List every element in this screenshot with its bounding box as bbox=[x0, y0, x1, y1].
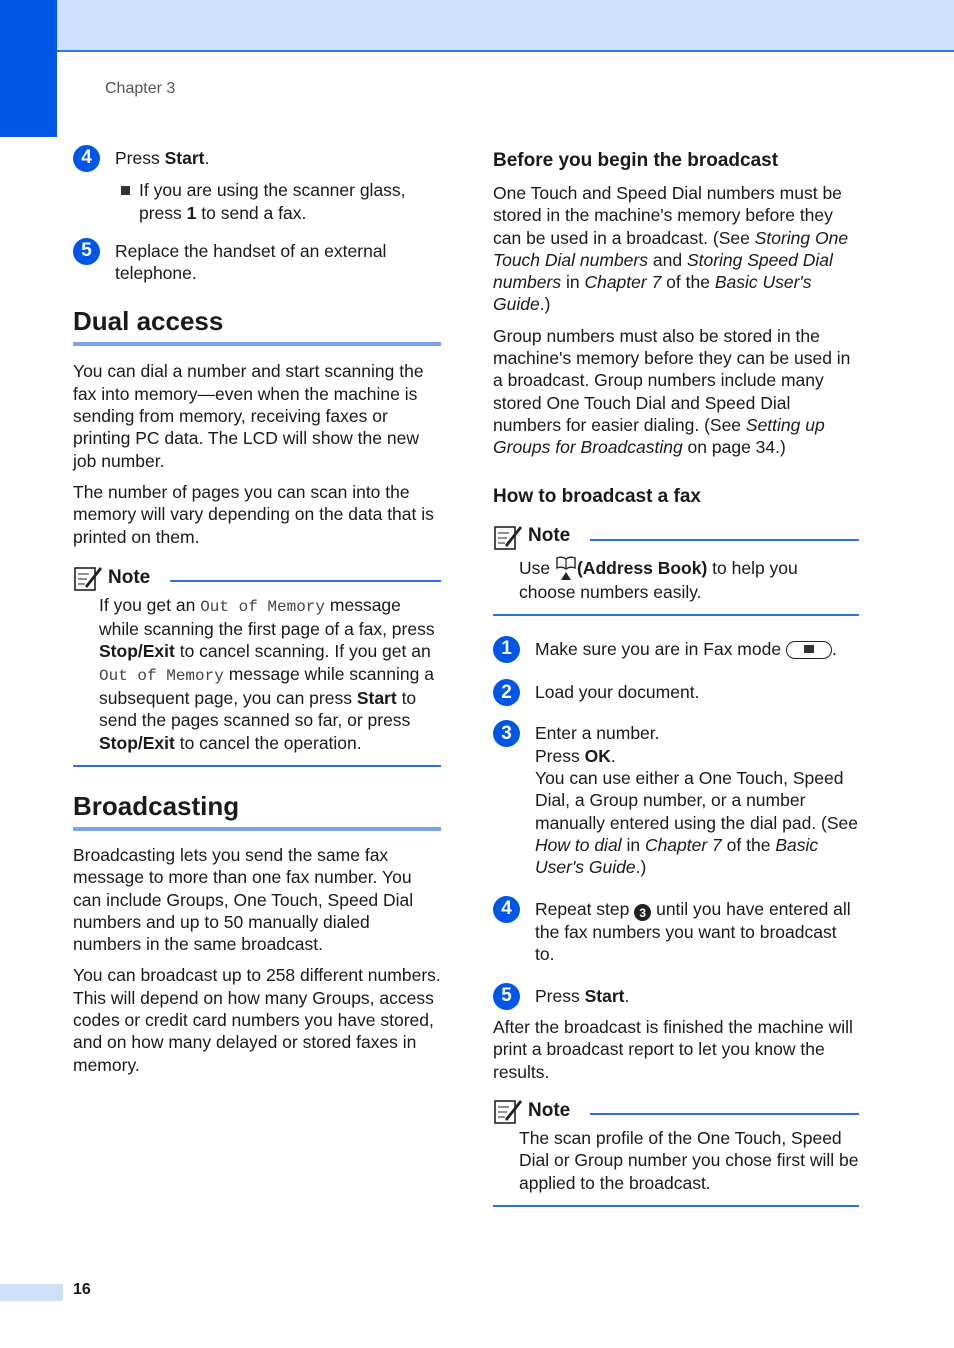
note-text: If you get an bbox=[99, 594, 201, 615]
step-number: 3 bbox=[493, 720, 520, 747]
body-text: on page 34.) bbox=[682, 437, 786, 458]
note-title: Note bbox=[528, 525, 571, 547]
note-bottom-rule bbox=[493, 1205, 859, 1207]
cross-reference: Storing Speed Dial numbers bbox=[493, 249, 833, 293]
note-text: Use bbox=[519, 557, 555, 578]
chapter-tab bbox=[0, 0, 57, 137]
chapter-label: Chapter 3 bbox=[105, 80, 176, 97]
note-header bbox=[73, 564, 441, 592]
fax-mode-icon bbox=[786, 641, 832, 659]
note-text: message while scanning a subsequent page, you can press bbox=[99, 663, 434, 709]
note-body bbox=[99, 594, 441, 754]
step-4 bbox=[73, 147, 441, 169]
step-5 bbox=[73, 240, 441, 285]
step-text: Press bbox=[115, 148, 165, 168]
step-text: You can use either a One Touch, Speed Dial, a Group number, or a number manually entered using the dial pad. (See bbox=[535, 768, 858, 833]
step-reference-badge: 3 bbox=[634, 904, 651, 921]
step-text: Load your document. bbox=[535, 682, 700, 703]
step-text: Repeat step bbox=[535, 898, 635, 919]
step-text: Make sure you are in Fax mode bbox=[535, 638, 786, 659]
step-number: 1 bbox=[493, 636, 520, 663]
note-text: to help you choose numbers easily. bbox=[519, 557, 798, 602]
bullet-item bbox=[121, 179, 441, 224]
footer-band bbox=[0, 1284, 63, 1301]
stop-exit-key: Stop/Exit bbox=[99, 641, 175, 662]
start-key: Start bbox=[356, 688, 397, 709]
key-1: 1 bbox=[186, 202, 197, 223]
body-text: One Touch and Speed Dial numbers must be stored in the machine's memory before they can be used in a broadcast. (See bbox=[493, 183, 842, 248]
note-text: message while scanning the first page of a fax, press bbox=[99, 594, 435, 640]
lcd-message: Out of Memory bbox=[99, 666, 224, 685]
note-body bbox=[519, 555, 859, 603]
lcd-message: Out of Memory bbox=[200, 597, 326, 616]
body-text: .) bbox=[539, 294, 551, 315]
note-text: to cancel the operation. bbox=[174, 732, 362, 753]
body-text: and bbox=[648, 249, 687, 270]
body-text: of the bbox=[661, 272, 715, 293]
before-paragraph-2 bbox=[493, 325, 859, 459]
step-text: Replace the handset of an external telephone. bbox=[115, 240, 387, 284]
cross-reference: Basic User's Guide bbox=[493, 272, 812, 315]
note-pencil-icon bbox=[73, 564, 103, 592]
bullet-square-icon bbox=[121, 186, 130, 195]
note-text: to cancel scanning. If you get an bbox=[174, 641, 431, 662]
note-pencil-icon bbox=[493, 523, 523, 551]
step-text-end: . bbox=[624, 985, 630, 1006]
after-broadcast-paragraph: After the broadcast is finished the machine will print a broadcast report to let you know the results. bbox=[493, 1017, 853, 1082]
note-bottom-rule bbox=[493, 614, 859, 616]
header-band bbox=[0, 0, 954, 52]
how-to-heading: How to broadcast a fax bbox=[493, 485, 701, 507]
note-title: Note bbox=[528, 1099, 571, 1121]
note-body: The scan profile of the One Touch, Speed Dial or Group number you chose first will be applied to the broadcast. bbox=[519, 1127, 859, 1193]
cross-reference: Setting up Groups for Broadcasting bbox=[493, 414, 825, 458]
note-text: to send the pages scanned so far, or press bbox=[99, 688, 417, 731]
step-text-end: . bbox=[610, 745, 616, 766]
step-text: Press bbox=[535, 985, 585, 1006]
cross-reference: Chapter 7 bbox=[644, 834, 722, 855]
step-text: Press bbox=[535, 745, 585, 766]
before-broadcast-heading: Before you begin the broadcast bbox=[493, 150, 779, 171]
step-3 bbox=[493, 722, 859, 878]
stop-exit-key: Stop/Exit bbox=[99, 732, 175, 753]
note-title: Note bbox=[108, 566, 151, 588]
before-paragraph-1 bbox=[493, 182, 859, 316]
address-book-icon bbox=[555, 555, 577, 581]
step-text bbox=[535, 745, 859, 767]
step-text: Enter a number. bbox=[535, 723, 660, 744]
step-4 bbox=[493, 898, 859, 966]
note-divider bbox=[590, 1113, 859, 1115]
start-key: Start bbox=[164, 148, 205, 168]
dual-access-heading: Dual access bbox=[73, 306, 441, 346]
address-book-key: (Address Book) bbox=[576, 557, 708, 578]
note-header bbox=[493, 523, 859, 551]
dual-access-paragraph-1: You can dial a number and start scanning the fax into memory—even when the machine is sending from memory, receiving faxes or printing PC data. The LCD will show the new job number. bbox=[73, 361, 424, 471]
cross-reference: How to dial bbox=[535, 834, 622, 855]
note-bottom-rule bbox=[73, 765, 441, 767]
right-column bbox=[493, 149, 859, 1207]
bullet-text: If you are using the scanner glass, press bbox=[139, 180, 406, 223]
step-text: until you have entered all the fax numbers you want to broadcast to. bbox=[535, 898, 851, 965]
step-text: .) bbox=[635, 857, 647, 878]
step-text: of the bbox=[721, 834, 776, 855]
note-divider bbox=[590, 539, 859, 541]
note-divider bbox=[170, 580, 441, 582]
step-2 bbox=[493, 681, 859, 703]
page-number: 16 bbox=[73, 1281, 91, 1298]
step-number: 2 bbox=[493, 679, 520, 706]
body-text: in bbox=[561, 272, 585, 293]
step-number: 4 bbox=[493, 896, 520, 923]
left-column bbox=[73, 147, 441, 1076]
ok-key: OK bbox=[584, 745, 611, 766]
note-pencil-icon bbox=[493, 1097, 523, 1125]
cross-reference: Chapter 7 bbox=[584, 272, 662, 293]
cross-reference: Basic User's Guide bbox=[535, 834, 819, 878]
dual-access-paragraph-2: The number of pages you can scan into the memory will vary depending on the data that is printed on them. bbox=[73, 481, 434, 547]
step-number: 5 bbox=[493, 983, 520, 1010]
step-text-end: . bbox=[831, 638, 837, 659]
step-5 bbox=[493, 985, 859, 1007]
step-number: 5 bbox=[73, 238, 100, 265]
broadcasting-heading: Broadcasting bbox=[73, 791, 441, 831]
body-text: Group numbers must also be stored in the machine's memory before they can be used in a broadcast. Group numbers include many stored One Touch Dial and Speed Dial numbers for easier dialing. (See bbox=[493, 325, 851, 435]
broadcasting-paragraph-1: Broadcasting lets you send the same fax message to more than one fax number. You can include Groups, One Touch, Speed Dial numbers and up to 50 manually dialed numbers in the same broadcast. bbox=[73, 844, 414, 955]
cross-reference: Storing One Touch Dial numbers bbox=[493, 227, 849, 270]
broadcasting-paragraph-2: You can broadcast up to 258 different numbers. This will depend on how many Groups, access codes or credit card numbers you have stored, and on how many delayed or stored faxes in memory. bbox=[73, 965, 441, 1075]
bullet-text-end: to send a fax. bbox=[196, 202, 307, 223]
note-header bbox=[493, 1097, 859, 1125]
step-detail bbox=[535, 767, 859, 878]
step-text: in bbox=[621, 834, 645, 855]
start-key: Start bbox=[584, 985, 625, 1006]
step-1 bbox=[493, 638, 859, 660]
step-number: 4 bbox=[73, 145, 100, 172]
step-text-end: . bbox=[204, 148, 210, 168]
